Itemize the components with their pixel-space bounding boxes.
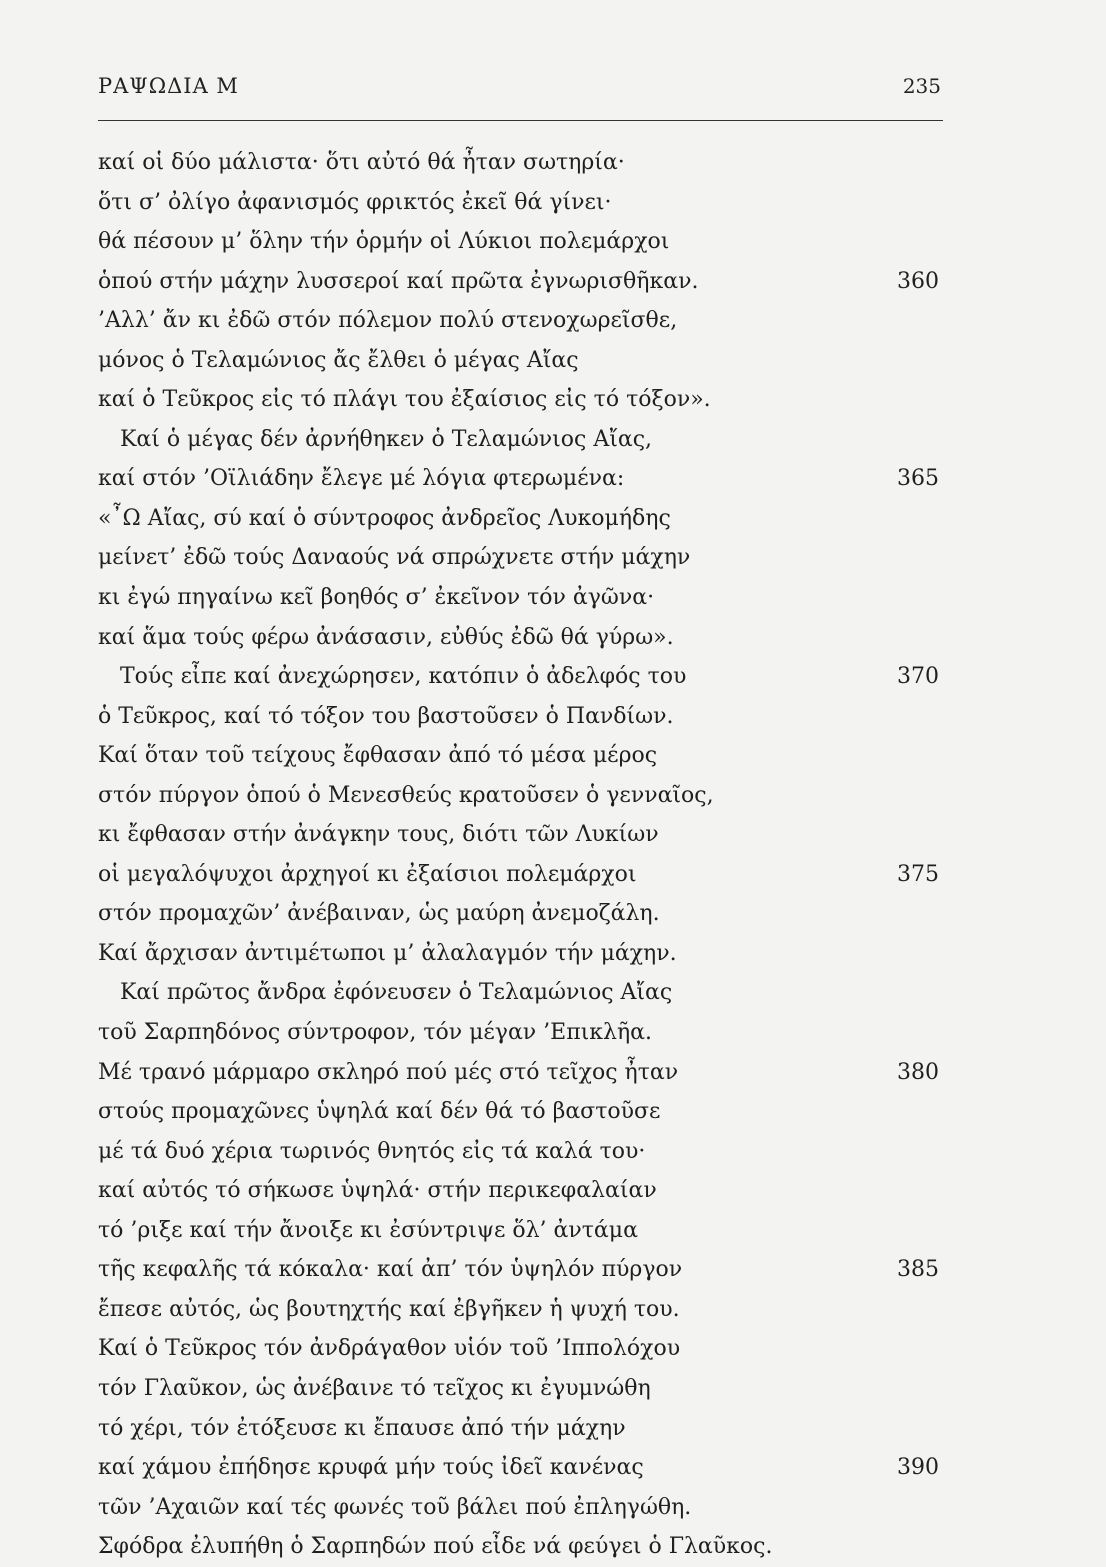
verse-number: 380 xyxy=(897,1059,939,1085)
verse-text: Καί ὁ Τεῦκρος τόν ἀνδράγαθον υἱόν τοῦ ’Ιππολόχου xyxy=(98,1336,681,1362)
verse-line xyxy=(98,1250,943,1290)
verse-line xyxy=(98,894,943,934)
verse-number: 390 xyxy=(897,1455,939,1481)
page-number: 235 xyxy=(902,74,941,98)
verse-line xyxy=(98,183,943,223)
verse-text: τῶν ’Αχαιῶν καί τές φωνές τοῦ βάλει πού ἐπληγώθη. xyxy=(98,1494,692,1520)
verse-line xyxy=(98,855,943,895)
verse-text: μείνετ’ ἐδῶ τούς Δαναούς νά σπρώχνετε στήν μάχην xyxy=(98,545,691,571)
verse-line xyxy=(98,776,943,816)
verse-text: στόν πύργον ὁπού ὁ Μενεσθεύς κρατοῦσεν ὁ γενναῖος, xyxy=(98,782,714,808)
verse-line xyxy=(98,697,943,737)
verse-line xyxy=(98,380,943,420)
verse-line xyxy=(98,420,943,460)
verse-text: οἱ μεγαλόψυχοι ἀρχηγοί κι ἐξαίσιοι πολεμάρχοι xyxy=(98,861,637,887)
verse-text: Καί ὁ μέγας δέν ἀρνήθηκεν ὁ Τελαμώνιος Αἴας, xyxy=(120,426,653,452)
verse-text: θά πέσουν μ’ ὅλην τήν ὁρμήν οἱ Λύκιοι πολεμάρχοι xyxy=(98,229,670,255)
verse-text: καί στόν ’Οϊλιάδην ἔλεγε μέ λόγια φτερωμένα: xyxy=(98,466,625,492)
verse-line xyxy=(98,301,943,341)
verse-line xyxy=(98,1013,943,1053)
verse-line xyxy=(98,1527,943,1567)
verse-line xyxy=(98,222,943,262)
verse-text: τόν Γλαῦκον, ὡς ἀνέβαινε τό τεῖχος κι ἐγυμνώθη xyxy=(98,1375,651,1401)
page-header xyxy=(98,74,943,104)
verse-text: ’Αλλ’ ἄν κι ἐδῶ στόν πόλεμον πολύ στενοχωρεῖσθε, xyxy=(98,308,678,334)
header-rule xyxy=(98,120,943,121)
verse-line xyxy=(98,459,943,499)
verse-text: καί ἅμα τούς φέρω ἀνάσασιν, εὐθύς ἐδῶ θά γύρω». xyxy=(98,624,674,650)
verse-text: στούς προμαχῶνες ὑψηλά καί δέν θά τό βαστοῦσε xyxy=(98,1099,661,1125)
verse-number: 360 xyxy=(897,268,939,294)
verse-line xyxy=(98,143,943,183)
verse-text: Καί ἄρχισαν ἀντιμέτωποι μ’ ἀλαλαγμόν τήν μάχην. xyxy=(98,940,677,966)
verse-line xyxy=(98,499,943,539)
verse-line xyxy=(98,1132,943,1172)
verse-line xyxy=(98,815,943,855)
verse-text: καί χάμου ἐπήδησε κρυφά μήν τούς ἰδεῖ κανένας xyxy=(98,1455,644,1481)
verse-text: μόνος ὁ Τελαμώνιος ἄς ἔλθει ὁ μέγας Αἴας xyxy=(98,347,579,373)
verse-text: στόν προμαχῶν’ ἀνέβαιναν, ὡς μαύρη ἀνεμοζάλη. xyxy=(98,901,660,927)
verse-line xyxy=(98,618,943,658)
verse-text: τό χέρι, τόν ἐτόξευσε κι ἔπαυσε ἀπό τήν μάχην xyxy=(98,1415,626,1441)
verse-line xyxy=(98,657,943,697)
verse-line xyxy=(98,262,943,302)
verse-text: τῆς κεφαλῆς τά κόκαλα· καί ἀπ’ τόν ὑψηλόν πύργον xyxy=(98,1257,683,1283)
verse-number: 385 xyxy=(897,1257,939,1283)
verse-line xyxy=(98,1171,943,1211)
verse-text: καί ὁ Τεῦκρος εἰς τό πλάγι του ἐξαίσιος εἰς τό τόξον». xyxy=(98,387,711,413)
verse-text: κι ἔφθασαν στήν ἀνάγκην τους, διότι τῶν Λυκίων xyxy=(98,822,659,848)
verse-number: 370 xyxy=(897,664,939,690)
verse-line xyxy=(98,578,943,618)
verse-text: Μέ τρανό μάρμαρο σκληρό πού μές στό τεῖχος ἦταν xyxy=(98,1059,679,1085)
verse-text: Σφόδρα ἐλυπήθη ὁ Σαρπηδών πού εἶδε νά φεύγει ὁ Γλαῦκος. xyxy=(98,1534,773,1560)
verse-line xyxy=(98,1290,943,1330)
verse-line xyxy=(98,1369,943,1409)
running-head: ΡΑΨΩΔΙΑ Μ xyxy=(98,74,239,98)
verse-text: καί οἱ δύο μάλιστα· ὅτι αὐτό θά ἦταν σωτηρία· xyxy=(98,150,625,175)
verse-text: «῏Ω Αἴας, σύ καί ὁ σύντροφος ἀνδρεῖος Λυκομήδης xyxy=(98,505,671,531)
verse-line xyxy=(98,1488,943,1528)
verse-text: Καί πρῶτος ἄνδρα ἐφόνευσεν ὁ Τελαμώνιος Αἴας xyxy=(120,980,673,1006)
verse-line xyxy=(98,736,943,776)
verse-line xyxy=(98,973,943,1013)
verse-line xyxy=(98,1211,943,1251)
verse-text: Τούς εἶπε καί ἀνεχώρησεν, κατόπιν ὁ ἀδελφός του xyxy=(120,664,687,690)
verse-line xyxy=(98,1053,943,1093)
verse-line xyxy=(98,341,943,381)
verse-text: ὁ Τεῦκρος, καί τό τόξον του βαστοῦσεν ὁ Πανδίων. xyxy=(98,703,674,729)
verse-line xyxy=(98,1409,943,1449)
verse-line xyxy=(98,538,943,578)
verse-text: ὁπού στήν μάχην λυσσεροί καί πρῶτα ἐγνωρισθῆκαν. xyxy=(98,268,699,294)
verse-number: 375 xyxy=(897,861,939,887)
verse-text: ὅτι σ’ ὀλίγο ἀφανισμός φρικτός ἐκεῖ θά γίνει· xyxy=(98,189,612,215)
verse-number: 365 xyxy=(897,466,939,492)
verse-text: μέ τά δυό χέρια τωρινός θνητός εἰς τά καλά του· xyxy=(98,1138,646,1164)
verse-text: τοῦ Σαρπηδόνος σύντροφον, τόν μέγαν ’Επικλῆα. xyxy=(98,1020,653,1046)
verse-line xyxy=(98,1092,943,1132)
verse-line xyxy=(98,1448,943,1488)
verse-line xyxy=(98,1329,943,1369)
verse-text: κι ἐγώ πηγαίνω κεῖ βοηθός σ’ ἐκεῖνον τόν ἀγῶνα· xyxy=(98,585,655,611)
verse-line xyxy=(98,934,943,974)
verse-text: καί αὐτός τό σήκωσε ὑψηλά· στήν περικεφαλαίαν xyxy=(98,1178,657,1204)
verse-text: ἔπεσε αὐτός, ὡς βουτηχτής καί ἐβγῆκεν ἡ ψυχή του. xyxy=(98,1296,680,1322)
verse-text: τό ’ριξε καί τήν ἄνοιξε κι ἐσύντριψε ὅλ’ ἀντάμα xyxy=(98,1217,638,1243)
verse-text: Καί ὅταν τοῦ τείχους ἔφθασαν ἀπό τό μέσα μέρος xyxy=(98,743,658,769)
verse-list xyxy=(98,143,943,1567)
